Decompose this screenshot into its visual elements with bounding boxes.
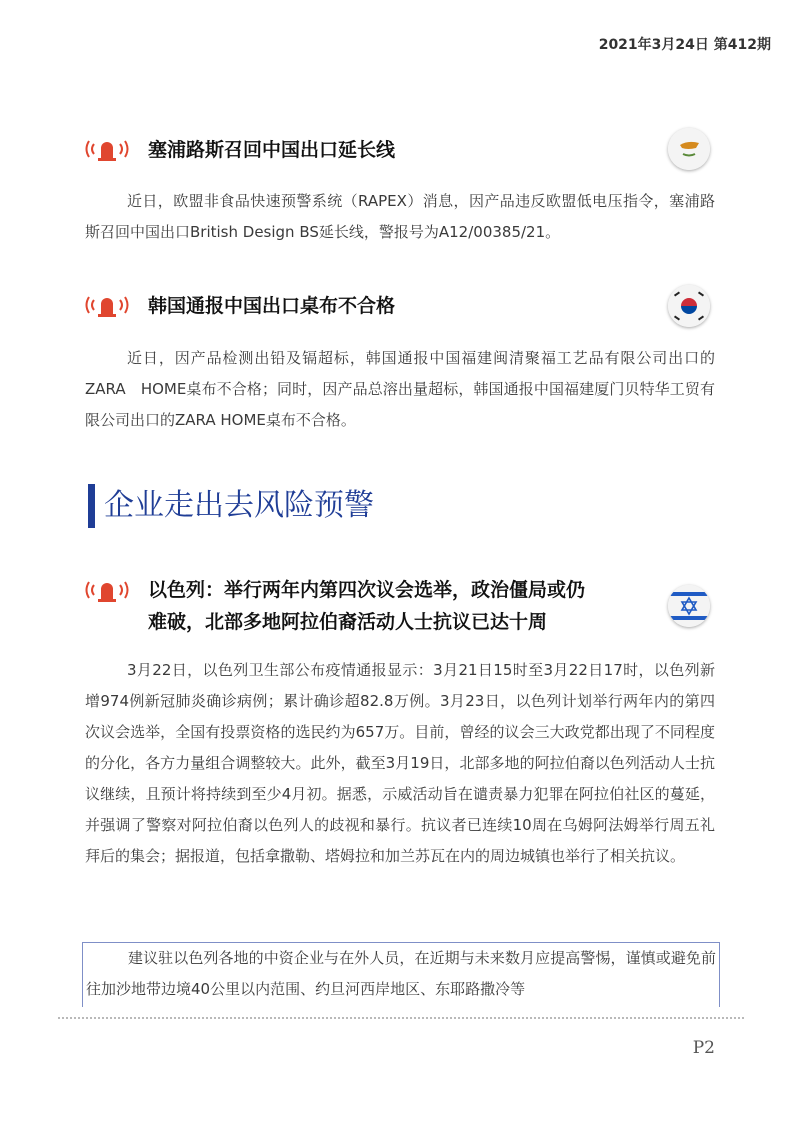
article-headline: 塞浦路斯召回中国出口延长线 [148,139,396,161]
headline-line-2: 难破，北部多地阿拉伯裔活动人士抗议已达十周 [148,611,548,633]
headline-line-1: 以色列：举行两年内第四次议会选举，政治僵局或仍 [148,579,586,601]
alarm-bell-icon [84,577,130,603]
section-accent-bar [88,484,95,528]
advice-text: 建议驻以色列各地的中资企业与在外人员，在近期与未来数月应提高警惕，谨慎或避免前往加沙地带边境40公里以内范围、约旦河西岸地区、东耶路撒冷等 [86,949,716,998]
page-number: P2 [692,1038,715,1058]
alarm-bell-icon [84,136,130,162]
article-body: 近日，欧盟非食品快速预警系统（RAPEX）消息，因产品违反欧盟低电压指令，塞浦路斯召回中国出口British Design BS延长线，警报号为A12/00385/21。 [85,192,715,241]
article-headline: 韩国通报中国出口桌布不合格 [148,295,396,317]
south-korea-flag-icon [668,285,710,327]
footer-divider [58,1017,744,1019]
article-body: 3月22日，以色列卫生部公布疫情通报显示：3月21日15时至3月22日17时，以色列新增974例新冠肺炎确诊病例；累计确诊超82.8万例。3月23日，以色列计划举行两年内的第四次议会选举，全国有投票资格的选民约为657万。目前，曾经的议会三大政党都出现了不同程度的分化，各方力量组合调整较大。此外，截至3月19日，北部多地的阿拉伯裔以色列活动人士抗议继续，且预计将持续到至少4月初。据悉，示威活动旨在谴责暴力犯罪在阿拉伯社区的蔓延，并强调了警察对阿拉伯裔以色列人的歧视和暴行。抗议者已连续10周在乌姆阿法姆举行周五礼拜后的集会；据报道，包括拿撒勒、塔姆拉和加兰苏瓦在内的周边城镇也举行了相关抗议。 [85,661,715,865]
section-title: 企业走出去风险预警 [104,488,374,523]
cyprus-flag-icon [668,128,710,170]
article-body: 近日，因产品检测出铅及镉超标，韩国通报中国福建闽清聚福工艺品有限公司出口的ZARA HOME桌布不合格；同时，因产品总溶出量超标，韩国通报中国福建厦门贝特华工贸有限公司出口的ZARA HOME桌布不合格。 [85,349,715,429]
advice-box [82,942,720,1007]
issue-date: 2021年3月24日 第412期 [598,37,771,53]
alarm-bell-icon [84,292,130,318]
article-headline [148,574,638,638]
israel-flag-icon [668,585,710,627]
